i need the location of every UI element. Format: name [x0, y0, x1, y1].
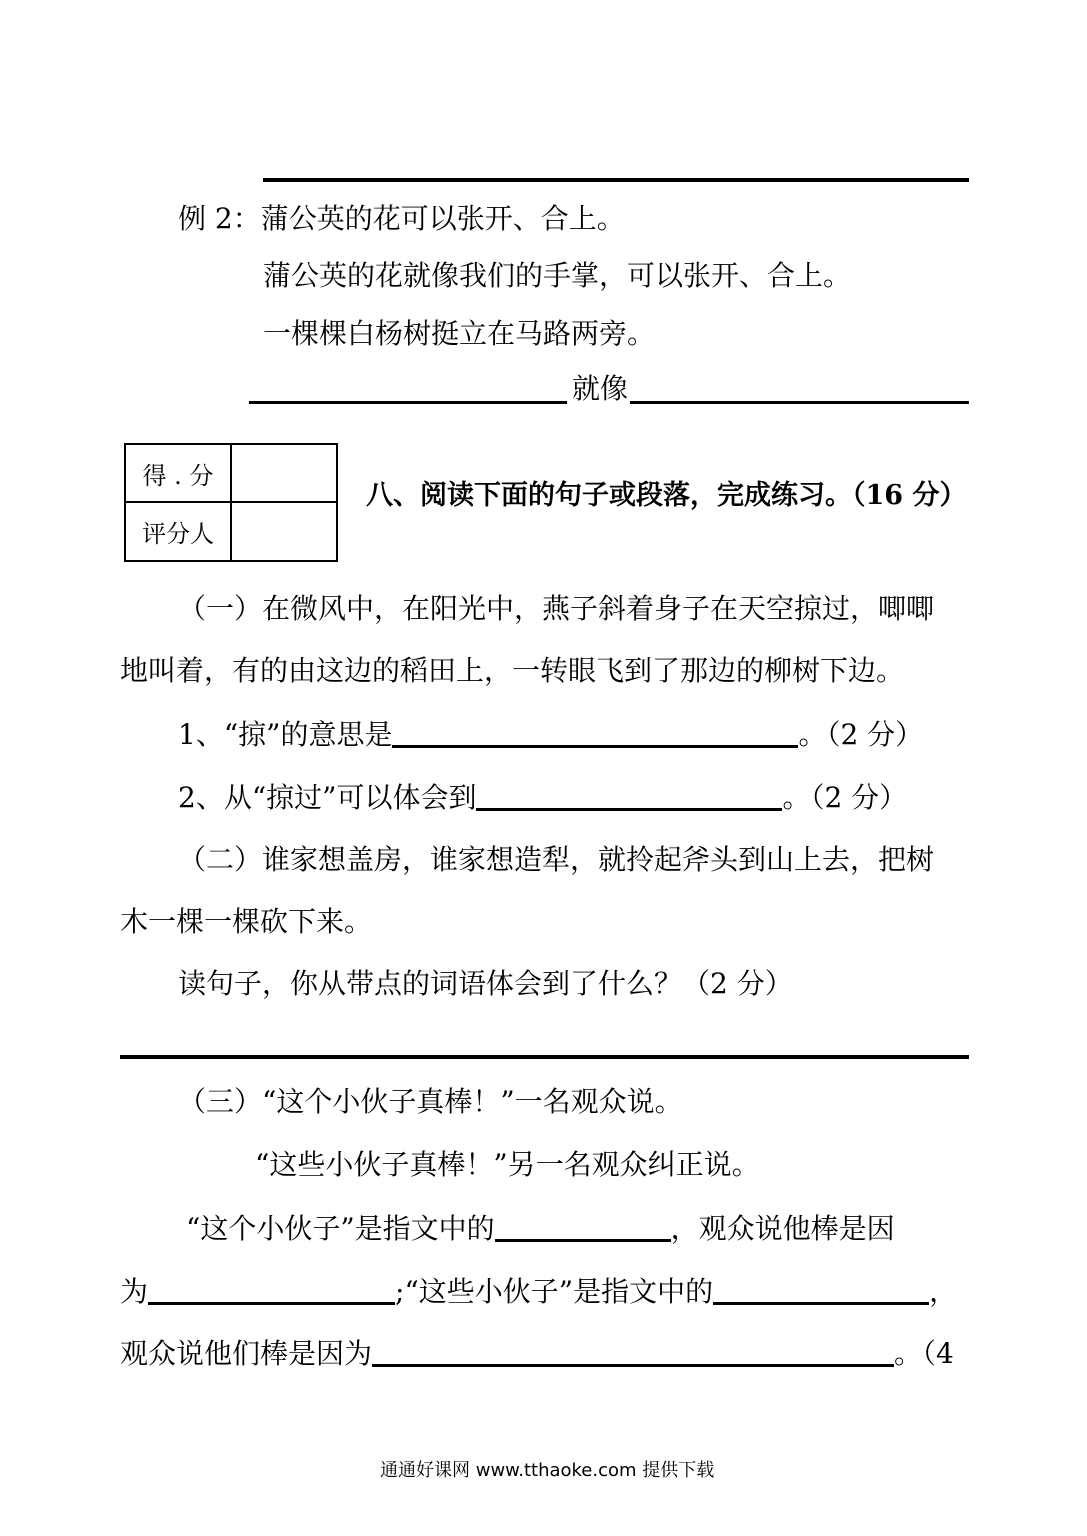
passage3-q-part2: ，观众说他棒是因: [670, 1212, 895, 1245]
question1-prefix: 1、“掠”的意思是: [178, 718, 393, 751]
grader-label: 评分人: [125, 502, 231, 561]
passage3-q-part3: 为: [120, 1275, 149, 1308]
passage3-q-part7: 。（4: [894, 1337, 954, 1370]
question1: [178, 719, 923, 749]
passage1-line1: （一）在微风中，在阳光中，燕子斜着身子在天空掠过，唧唧: [178, 592, 935, 625]
passage3-line2: “这些小伙子真棒！”另一名观众纠正说。: [255, 1148, 760, 1181]
grader-cell[interactable]: [231, 502, 337, 561]
answer-line-top[interactable]: [263, 178, 969, 182]
passage3-blank2[interactable]: [148, 1276, 395, 1305]
passage3-q-part1: “这个小伙子”是指文中的: [186, 1212, 495, 1245]
example2-task: 一棵棵白杨树挺立在马路两旁。: [263, 317, 656, 350]
page-footer: 通通好课网 www.tthaoke.com 提供下载: [380, 1460, 715, 1481]
passage3-q-part4: ;“这些小伙子”是指文中的: [395, 1275, 714, 1308]
passage3-line1: （三）“这个小伙子真棒！”一名观众说。: [178, 1085, 683, 1118]
question2-blank[interactable]: [476, 782, 782, 811]
section8-title: 八、阅读下面的句子或段落，完成练习。（16 分）: [366, 480, 967, 511]
question2-prefix: 2、从“掠过”可以体会到: [178, 781, 477, 814]
passage2-line1: （二）谁家想盖房，谁家想造犁，就拎起斧头到山上去，把树: [178, 843, 935, 876]
passage2-line2: 木一棵一棵砍下来。: [120, 905, 373, 938]
score-table: [124, 443, 338, 562]
score-cell[interactable]: [231, 444, 337, 502]
passage3-question-line2: [120, 1276, 957, 1306]
question1-suffix: 。（2 分）: [798, 718, 924, 751]
passage3-blank4[interactable]: [372, 1338, 894, 1367]
passage3-blank3[interactable]: [713, 1276, 929, 1305]
score-label: 得 . 分: [125, 444, 231, 502]
passage3-q-part6: 观众说他们棒是因为: [120, 1337, 373, 1370]
passage2-question: 读句子，你从带点的词语体会到了什么？（2 分）: [178, 967, 793, 1000]
passage3-question-line3: [120, 1338, 954, 1368]
question2: [178, 782, 907, 812]
question2-suffix: 。（2 分）: [782, 781, 908, 814]
answer-blank-right[interactable]: [630, 401, 969, 404]
passage3-question-line1: [186, 1213, 895, 1243]
answer-blank-left[interactable]: [249, 401, 567, 404]
example2-prompt: 例 2：蒲公英的花可以张开、合上。: [178, 202, 625, 235]
passage2-answer-line[interactable]: [120, 1055, 969, 1059]
question1-blank[interactable]: [392, 719, 798, 748]
passage1-line2: 地叫着，有的由这边的稻田上，一转眼飞到了那边的柳树下边。: [120, 654, 905, 687]
passage3-blank1[interactable]: [495, 1213, 671, 1242]
connector-word: 就像: [572, 372, 629, 405]
example2-model-answer: 蒲公英的花就像我们的手掌，可以张开、合上。: [263, 259, 852, 292]
passage3-q-part5: ，: [929, 1275, 958, 1308]
